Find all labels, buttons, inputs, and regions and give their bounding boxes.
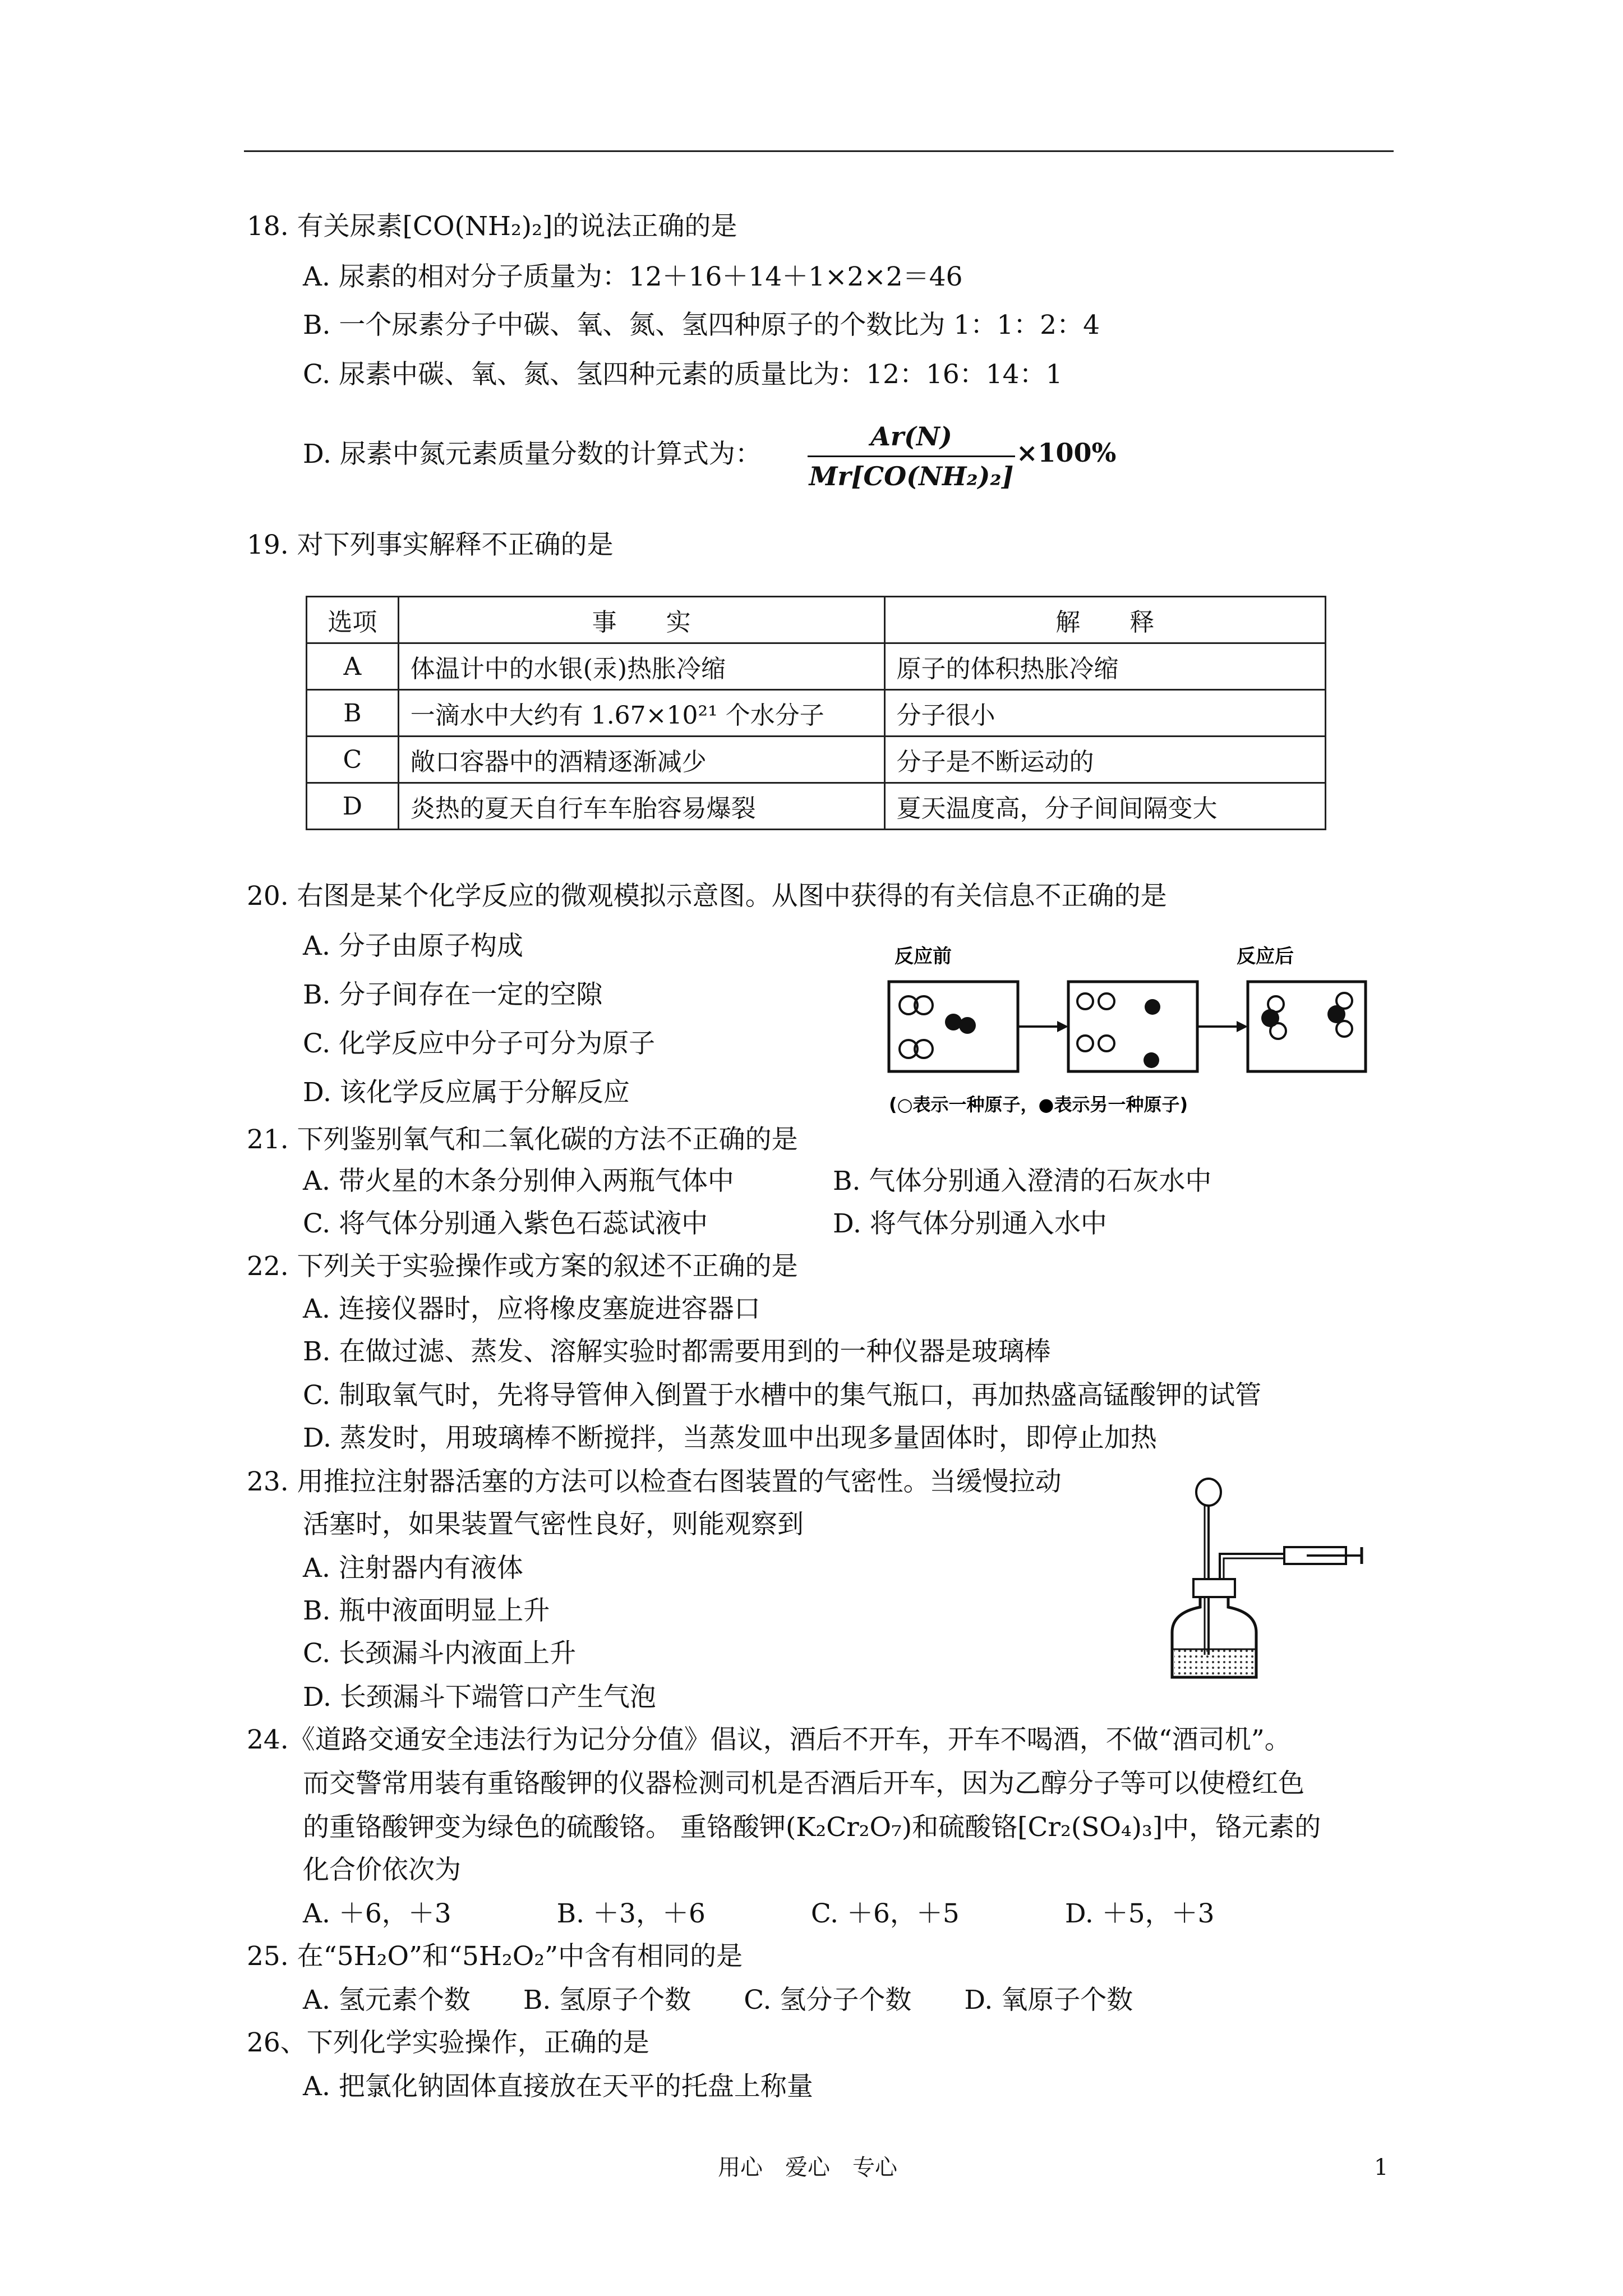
page-number: 1 (1374, 2155, 1389, 2180)
q18-option-c: C. 尿素中碳、氧、氮、氢四种元素的质量比为：12：16：14：1 (303, 359, 1063, 390)
q25-stem: 25. 在“5H₂O”和“5H₂O₂”中含有相同的是 (247, 1941, 743, 1972)
stopper-icon (1193, 1579, 1235, 1597)
q22-option-a: A. 连接仪器时，应将橡皮塞旋进容器口 (303, 1294, 760, 1324)
q23-stem-line2: 活塞时，如果装置气密性良好，则能观察到 (303, 1509, 804, 1540)
q24-options: A. ＋6，＋3 B. ＋3，＋6 C. ＋6，＋5 D. ＋5，＋3 (303, 1898, 1215, 1929)
table-row (307, 643, 1326, 690)
row-fact: 炎热的夏天自行车车胎容易爆裂 (398, 783, 884, 830)
facts-table (306, 596, 1326, 830)
reaction-diagram-svg (883, 942, 1377, 1128)
q21-option-a: A. 带火星的木条分别伸入两瓶气体中 (303, 1166, 734, 1197)
funnel-icon (1196, 1479, 1221, 1506)
q22-stem: 22. 下列关于实验操作或方案的叙述不正确的是 (247, 1251, 798, 1282)
table-row (307, 737, 1326, 783)
table-row (307, 783, 1326, 830)
q21-stem: 21. 下列鉴别氧气和二氧化碳的方法不正确的是 (247, 1124, 798, 1155)
row-explanation: 分子是不断运动的 (884, 737, 1325, 783)
after-box (1248, 982, 1366, 1071)
header-explanation: 解 释 (884, 597, 1325, 643)
q26-option-a: A. 把氯化钠固体直接放在天平的托盘上称量 (303, 2071, 813, 2102)
fraction-denominator: Mr[CO(NH₂)₂] (809, 461, 1014, 491)
row-option: D (307, 783, 399, 830)
q19-stem: 19. 对下列事实解释不正确的是 (247, 530, 614, 560)
arrow-icon (1057, 1021, 1068, 1032)
q24-line3: 的重铬酸钾变为绿色的硫酸铬。 重铬酸钾(K₂Cr₂O₇)和硫酸铬[Cr₂(SO₄)₃]中，铬元素的 (303, 1812, 1321, 1843)
row-option: C (307, 737, 399, 783)
apparatus-svg (1155, 1470, 1368, 1683)
q23-option-c: C. 长颈漏斗内液面上升 (303, 1638, 577, 1669)
q24-line1: 24.《道路交通安全违法行为记分分值》倡议，酒后不开车，开车不喝酒，不做“酒司机”。 (247, 1724, 1291, 1755)
table-row (307, 690, 1326, 737)
footer-slogan: 用心 爱心 专心 (718, 2155, 897, 2180)
q22-option-d: D. 蒸发时，用玻璃棒不断搅拌，当蒸发皿中出现多量固体时，即停止加热 (303, 1423, 1157, 1453)
table-header-row (307, 597, 1326, 643)
fraction-multiplier: ×100% (1016, 438, 1117, 468)
q18-option-d: D. 尿素中氮元素质量分数的计算式为： (303, 439, 762, 470)
airtightness-apparatus (1155, 1470, 1368, 1683)
q26-stem: 26、下列化学实验操作，正确的是 (247, 2027, 649, 2058)
fraction-numerator: Ar(N) (870, 421, 952, 452)
q18-stem: 18. 有关尿素[CO(NH₂)₂]的说法正确的是 (247, 211, 737, 242)
nitrogen-fraction (808, 420, 1015, 493)
q20-option-d: D. 该化学反应属于分解反应 (303, 1077, 630, 1108)
q22-option-c: C. 制取氧气时，先将导管伸入倒置于水槽中的集气瓶口，再加热盛高锰酸钾的试管 (303, 1380, 1262, 1411)
row-option: B (307, 690, 399, 737)
q20-option-b: B. 分子间存在一定的空隙 (303, 979, 603, 1010)
q20-stem: 20. 右图是某个化学反应的微观模拟示意图。从图中获得的有关信息不正确的是 (247, 881, 1167, 912)
row-option: A (307, 643, 399, 690)
label-before: 反应前 (895, 945, 952, 968)
row-explanation: 原子的体积热胀冷缩 (884, 643, 1325, 690)
diagram-caption: (○表示一种原子，●表示另一种原子) (889, 1094, 1188, 1115)
q21-option-b: B. 气体分别通入澄清的石灰水中 (833, 1166, 1212, 1197)
header-rule (244, 150, 1394, 152)
q21-option-c: C. 将气体分别通入紫色石蕊试液中 (303, 1208, 708, 1239)
q20-option-a: A. 分子由原子构成 (303, 931, 523, 961)
q23-option-b: B. 瓶中液面明显上升 (303, 1595, 550, 1626)
q25-options: A. 氢元素个数 B. 氢原子个数 C. 氢分子个数 D. 氧原子个数 (303, 1985, 1133, 2016)
label-after: 反应后 (1237, 945, 1294, 968)
q22-option-b: B. 在做过滤、蒸发、溶解实验时都需要用到的一种仪器是玻璃棒 (303, 1336, 1051, 1367)
row-fact: 敞口容器中的酒精逐渐减少 (398, 737, 884, 783)
q24-line2: 而交警常用装有重铬酸钾的仪器检测司机是否酒后开车，因为乙醇分子等可以使橙红色 (303, 1768, 1304, 1799)
liquid (1174, 1649, 1254, 1676)
q18-option-b: B. 一个尿素分子中碳、氧、氮、氢四种原子的个数比为 1：1：2：4 (303, 310, 1100, 341)
q21-option-d: D. 将气体分别通入水中 (833, 1208, 1107, 1239)
q23-stem-line1: 23. 用推拉注射器活塞的方法可以检查右图装置的气密性。当缓慢拉动 (247, 1466, 1062, 1497)
row-explanation: 夏天温度高，分子间间隔变大 (884, 783, 1325, 830)
q23-option-d: D. 长颈漏斗下端管口产生气泡 (303, 1682, 656, 1713)
reaction-diagram (883, 942, 1377, 1128)
arrow-icon (1237, 1021, 1248, 1032)
header-option: 选项 (307, 597, 399, 643)
row-fact: 一滴水中大约有 1.67×10²¹ 个水分子 (398, 690, 884, 737)
fraction-bar (808, 455, 1015, 457)
row-fact: 体温计中的水银(汞)热胀冷缩 (398, 643, 884, 690)
q23-option-a: A. 注射器内有液体 (303, 1553, 523, 1584)
middle-box (1068, 982, 1197, 1071)
row-explanation: 分子很小 (884, 690, 1325, 737)
q24-line4: 化合价依次为 (303, 1855, 461, 1885)
header-fact: 事 实 (398, 597, 884, 643)
q18-option-a: A. 尿素的相对分子质量为：12＋16＋14＋1×2×2＝46 (303, 261, 963, 292)
q20-option-c: C. 化学反应中分子可分为原子 (303, 1028, 656, 1059)
